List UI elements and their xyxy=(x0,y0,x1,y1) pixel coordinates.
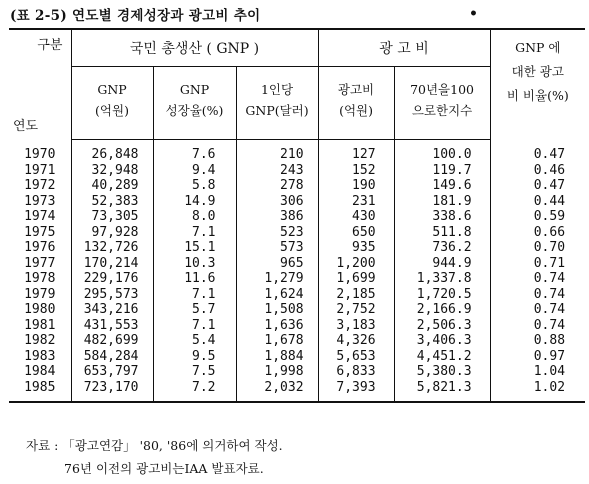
cell-growth-rate: 7.1 xyxy=(153,225,236,241)
table-title xyxy=(10,4,570,24)
table-row xyxy=(9,271,585,287)
cell-per-capita-gnp: 1,636 xyxy=(236,318,318,334)
col-header-per-capita xyxy=(236,67,318,140)
cell-year: 1983 xyxy=(9,349,71,365)
cell-year: 1981 xyxy=(9,318,71,334)
cell-ad-index: 100.0 xyxy=(394,140,490,163)
cell-gnp: 132,726 xyxy=(71,240,153,256)
cell-per-capita-gnp: 573 xyxy=(236,240,318,256)
cell-year: 1975 xyxy=(9,225,71,241)
col-header-idx-line2: 으로한지수 xyxy=(411,103,473,118)
cell-ad-cost: 935 xyxy=(318,240,394,256)
cell-growth-rate: 11.6 xyxy=(153,271,236,287)
cell-ad-cost: 231 xyxy=(318,194,394,210)
cell-growth-rate: 14.9 xyxy=(153,194,236,210)
cell-ad-index: 5,821.3 xyxy=(394,380,490,403)
ratio-header-line1: GNP 에 xyxy=(515,40,561,55)
cell-year: 1976 xyxy=(9,240,71,256)
col-header-idx-line1: 70년을100 xyxy=(410,82,474,97)
cell-ad-cost: 2,185 xyxy=(318,287,394,303)
cell-year: 1977 xyxy=(9,256,71,272)
cell-per-capita-gnp: 278 xyxy=(236,178,318,194)
cell-per-capita-gnp: 523 xyxy=(236,225,318,241)
cell-gnp: 653,797 xyxy=(71,364,153,380)
cell-growth-rate: 5.8 xyxy=(153,178,236,194)
table-row xyxy=(9,225,585,241)
cell-year: 1979 xyxy=(9,287,71,303)
cell-ad-ratio: 0.70 xyxy=(533,240,566,255)
cell-per-capita-gnp: 2,032 xyxy=(236,380,318,403)
corner-header-category: 구분 xyxy=(37,38,63,53)
cell-year: 1985 xyxy=(9,380,71,403)
cell-ad-cost: 6,833 xyxy=(318,364,394,380)
cell-per-capita-gnp: 1,508 xyxy=(236,302,318,318)
cell-ad-index: 338.6 xyxy=(394,209,490,225)
cell-gnp: 97,928 xyxy=(71,225,153,241)
cell-ad-index: 4,451.2 xyxy=(394,349,490,365)
cell-ad-ratio: 0.44 xyxy=(533,193,566,209)
cell-growth-rate: 7.1 xyxy=(153,287,236,303)
cell-ad-cost: 7,393 xyxy=(318,380,394,403)
table-row xyxy=(9,194,585,210)
cell-ad-index: 2,166.9 xyxy=(394,302,490,318)
cell-ad-cost: 650 xyxy=(318,225,394,241)
group-header-ratio xyxy=(490,29,585,140)
table-body xyxy=(9,140,585,403)
cell-ad-cost: 430 xyxy=(318,209,394,225)
cell-ad-cost: 2,752 xyxy=(318,302,394,318)
cell-ad-cost: 3,183 xyxy=(318,318,394,334)
cell-year: 1984 xyxy=(9,364,71,380)
col-header-pc-line1: 1인당 xyxy=(260,82,294,97)
cell-gnp: 295,573 xyxy=(71,287,153,303)
cell-growth-rate: 7.2 xyxy=(153,380,236,403)
cell-per-capita-gnp: 965 xyxy=(236,256,318,272)
cell-gnp: 52,383 xyxy=(71,194,153,210)
cell-ad-ratio: 0.47 xyxy=(533,146,566,162)
cell-ad-index: 2,506.3 xyxy=(394,318,490,334)
cell-growth-rate: 10.3 xyxy=(153,256,236,272)
cell-per-capita-gnp: 243 xyxy=(236,163,318,179)
cell-gnp: 343,216 xyxy=(71,302,153,318)
cell-per-capita-gnp: 1,678 xyxy=(236,333,318,349)
col-header-growth-rate xyxy=(153,67,236,140)
col-header-rate-line2: 성장율(%) xyxy=(165,103,224,118)
cell-gnp: 40,289 xyxy=(71,178,153,194)
table-row xyxy=(9,364,585,380)
table-row xyxy=(9,209,585,225)
col-header-rate-line1: GNP xyxy=(179,82,210,97)
cell-growth-rate: 9.4 xyxy=(153,163,236,179)
cell-year: 1982 xyxy=(9,333,71,349)
cell-ad-cost: 190 xyxy=(318,178,394,194)
col-header-ad-line1: 광고비 xyxy=(337,82,375,97)
col-header-pc-line2: GNP(달러) xyxy=(245,103,309,118)
cell-ad-index: 5,380.3 xyxy=(394,364,490,380)
col-header-index xyxy=(394,67,490,140)
cell-year: 1974 xyxy=(9,209,71,225)
cell-per-capita-gnp: 1,279 xyxy=(236,271,318,287)
cell-growth-rate: 5.4 xyxy=(153,333,236,349)
cell-ad-cost: 4,326 xyxy=(318,333,394,349)
cell-ad-cost: 1,200 xyxy=(318,256,394,272)
table-row xyxy=(9,380,585,403)
cell-growth-rate: 7.6 xyxy=(153,140,236,163)
cell-ad-index: 511.8 xyxy=(394,225,490,241)
cell-growth-rate: 5.7 xyxy=(153,302,236,318)
cell-ad-index: 1,337.8 xyxy=(394,271,490,287)
title-dot-mark: • xyxy=(469,6,479,22)
cell-ad-cost: 152 xyxy=(318,163,394,179)
table-row xyxy=(9,178,585,194)
col-header-gnp-line1: GNP xyxy=(97,82,127,97)
cell-ad-ratio: 0.74 xyxy=(533,317,566,333)
cell-ad-ratio: 1.04 xyxy=(533,364,566,379)
cell-ad-cost: 127 xyxy=(318,140,394,163)
cell-growth-rate: 7.5 xyxy=(153,364,236,380)
col-header-ad-cost xyxy=(318,67,394,140)
col-header-gnp-line2: (억원) xyxy=(95,103,129,118)
cell-ad-ratio: 0.66 xyxy=(533,224,566,240)
cell-ad-index: 1,720.5 xyxy=(394,287,490,303)
cell-growth-rate: 15.1 xyxy=(153,240,236,256)
group-header-gnp: 국민 총생산 ( GNP ) xyxy=(71,29,318,67)
cell-year: 1972 xyxy=(9,178,71,194)
cell-ad-ratio: 0.71 xyxy=(533,255,566,271)
cell-year: 1980 xyxy=(9,302,71,318)
cell-ad-ratio: 0.47 xyxy=(533,178,566,193)
cell-ad-index: 119.7 xyxy=(394,163,490,179)
cell-ad-ratio: 0.88 xyxy=(533,333,566,348)
cell-ad-index: 736.2 xyxy=(394,240,490,256)
table-row xyxy=(9,333,585,349)
cell-year: 1970 xyxy=(9,140,71,163)
cell-ad-ratio: 0.46 xyxy=(533,162,566,178)
cell-per-capita-gnp: 306 xyxy=(236,194,318,210)
cell-year: 1971 xyxy=(9,163,71,179)
group-header-ad: 광 고 비 xyxy=(318,29,490,67)
source-line-1: 자료 : 「광고연감」 '80, '86에 의거하여 작성. xyxy=(26,438,283,453)
data-table-container xyxy=(9,28,585,424)
col-header-gnp xyxy=(71,67,153,140)
ratio-header-line2: 대한 광고 xyxy=(511,64,564,79)
table-title-text: (표 2-5) 연도별 경제성장과 광고비 추이 xyxy=(10,8,261,24)
cell-gnp: 723,170 xyxy=(71,380,153,403)
cell-ad-ratio: 0.74 xyxy=(533,302,566,317)
cell-ad-cost: 1,699 xyxy=(318,271,394,287)
ratio-header-line3: 비 비율(%) xyxy=(506,88,569,103)
cell-per-capita-gnp: 1,998 xyxy=(236,364,318,380)
cell-year: 1973 xyxy=(9,194,71,210)
table-row xyxy=(9,240,585,256)
cell-ad-index: 149.6 xyxy=(394,178,490,194)
cell-growth-rate: 9.5 xyxy=(153,349,236,365)
table-row xyxy=(9,256,585,272)
table-row xyxy=(9,287,585,303)
cell-per-capita-gnp: 1,884 xyxy=(236,349,318,365)
cell-ad-ratio: 0.59 xyxy=(533,209,566,224)
cell-gnp: 229,176 xyxy=(71,271,153,287)
table-row xyxy=(9,318,585,334)
cell-gnp: 431,553 xyxy=(71,318,153,334)
cell-ad-ratio: 0.74 xyxy=(533,271,566,286)
table-row xyxy=(9,163,585,179)
table-row xyxy=(9,349,585,365)
cell-ad-index: 181.9 xyxy=(394,194,490,210)
col-header-ad-line2: (억원) xyxy=(339,103,373,118)
cell-gnp: 32,948 xyxy=(71,163,153,179)
cell-gnp: 584,284 xyxy=(71,349,153,365)
table-row xyxy=(9,302,585,318)
cell-gnp: 170,214 xyxy=(71,256,153,272)
table-row xyxy=(9,140,585,163)
gnp-advertising-table xyxy=(9,28,585,403)
cell-ad-cost: 5,653 xyxy=(318,349,394,365)
corner-header-year: 연도 xyxy=(13,118,39,134)
cell-growth-rate: 7.1 xyxy=(153,318,236,334)
cell-ad-ratio: 1.02 xyxy=(533,379,566,395)
cell-ad-ratio: 0.74 xyxy=(533,286,566,302)
cell-gnp: 26,848 xyxy=(71,140,153,163)
cell-year: 1978 xyxy=(9,271,71,287)
source-note xyxy=(26,434,283,480)
cell-gnp: 482,699 xyxy=(71,333,153,349)
cell-growth-rate: 8.0 xyxy=(153,209,236,225)
cell-gnp: 73,305 xyxy=(71,209,153,225)
source-line-2: 76년 이전의 광고비는IAA 발표자료. xyxy=(64,461,264,476)
cell-per-capita-gnp: 386 xyxy=(236,209,318,225)
corner-header xyxy=(9,29,71,140)
cell-ad-ratio: 0.97 xyxy=(533,348,566,364)
cell-per-capita-gnp: 1,624 xyxy=(236,287,318,303)
cell-per-capita-gnp: 210 xyxy=(236,140,318,163)
cell-ad-index: 944.9 xyxy=(394,256,490,272)
cell-ad-index: 3,406.3 xyxy=(394,333,490,349)
